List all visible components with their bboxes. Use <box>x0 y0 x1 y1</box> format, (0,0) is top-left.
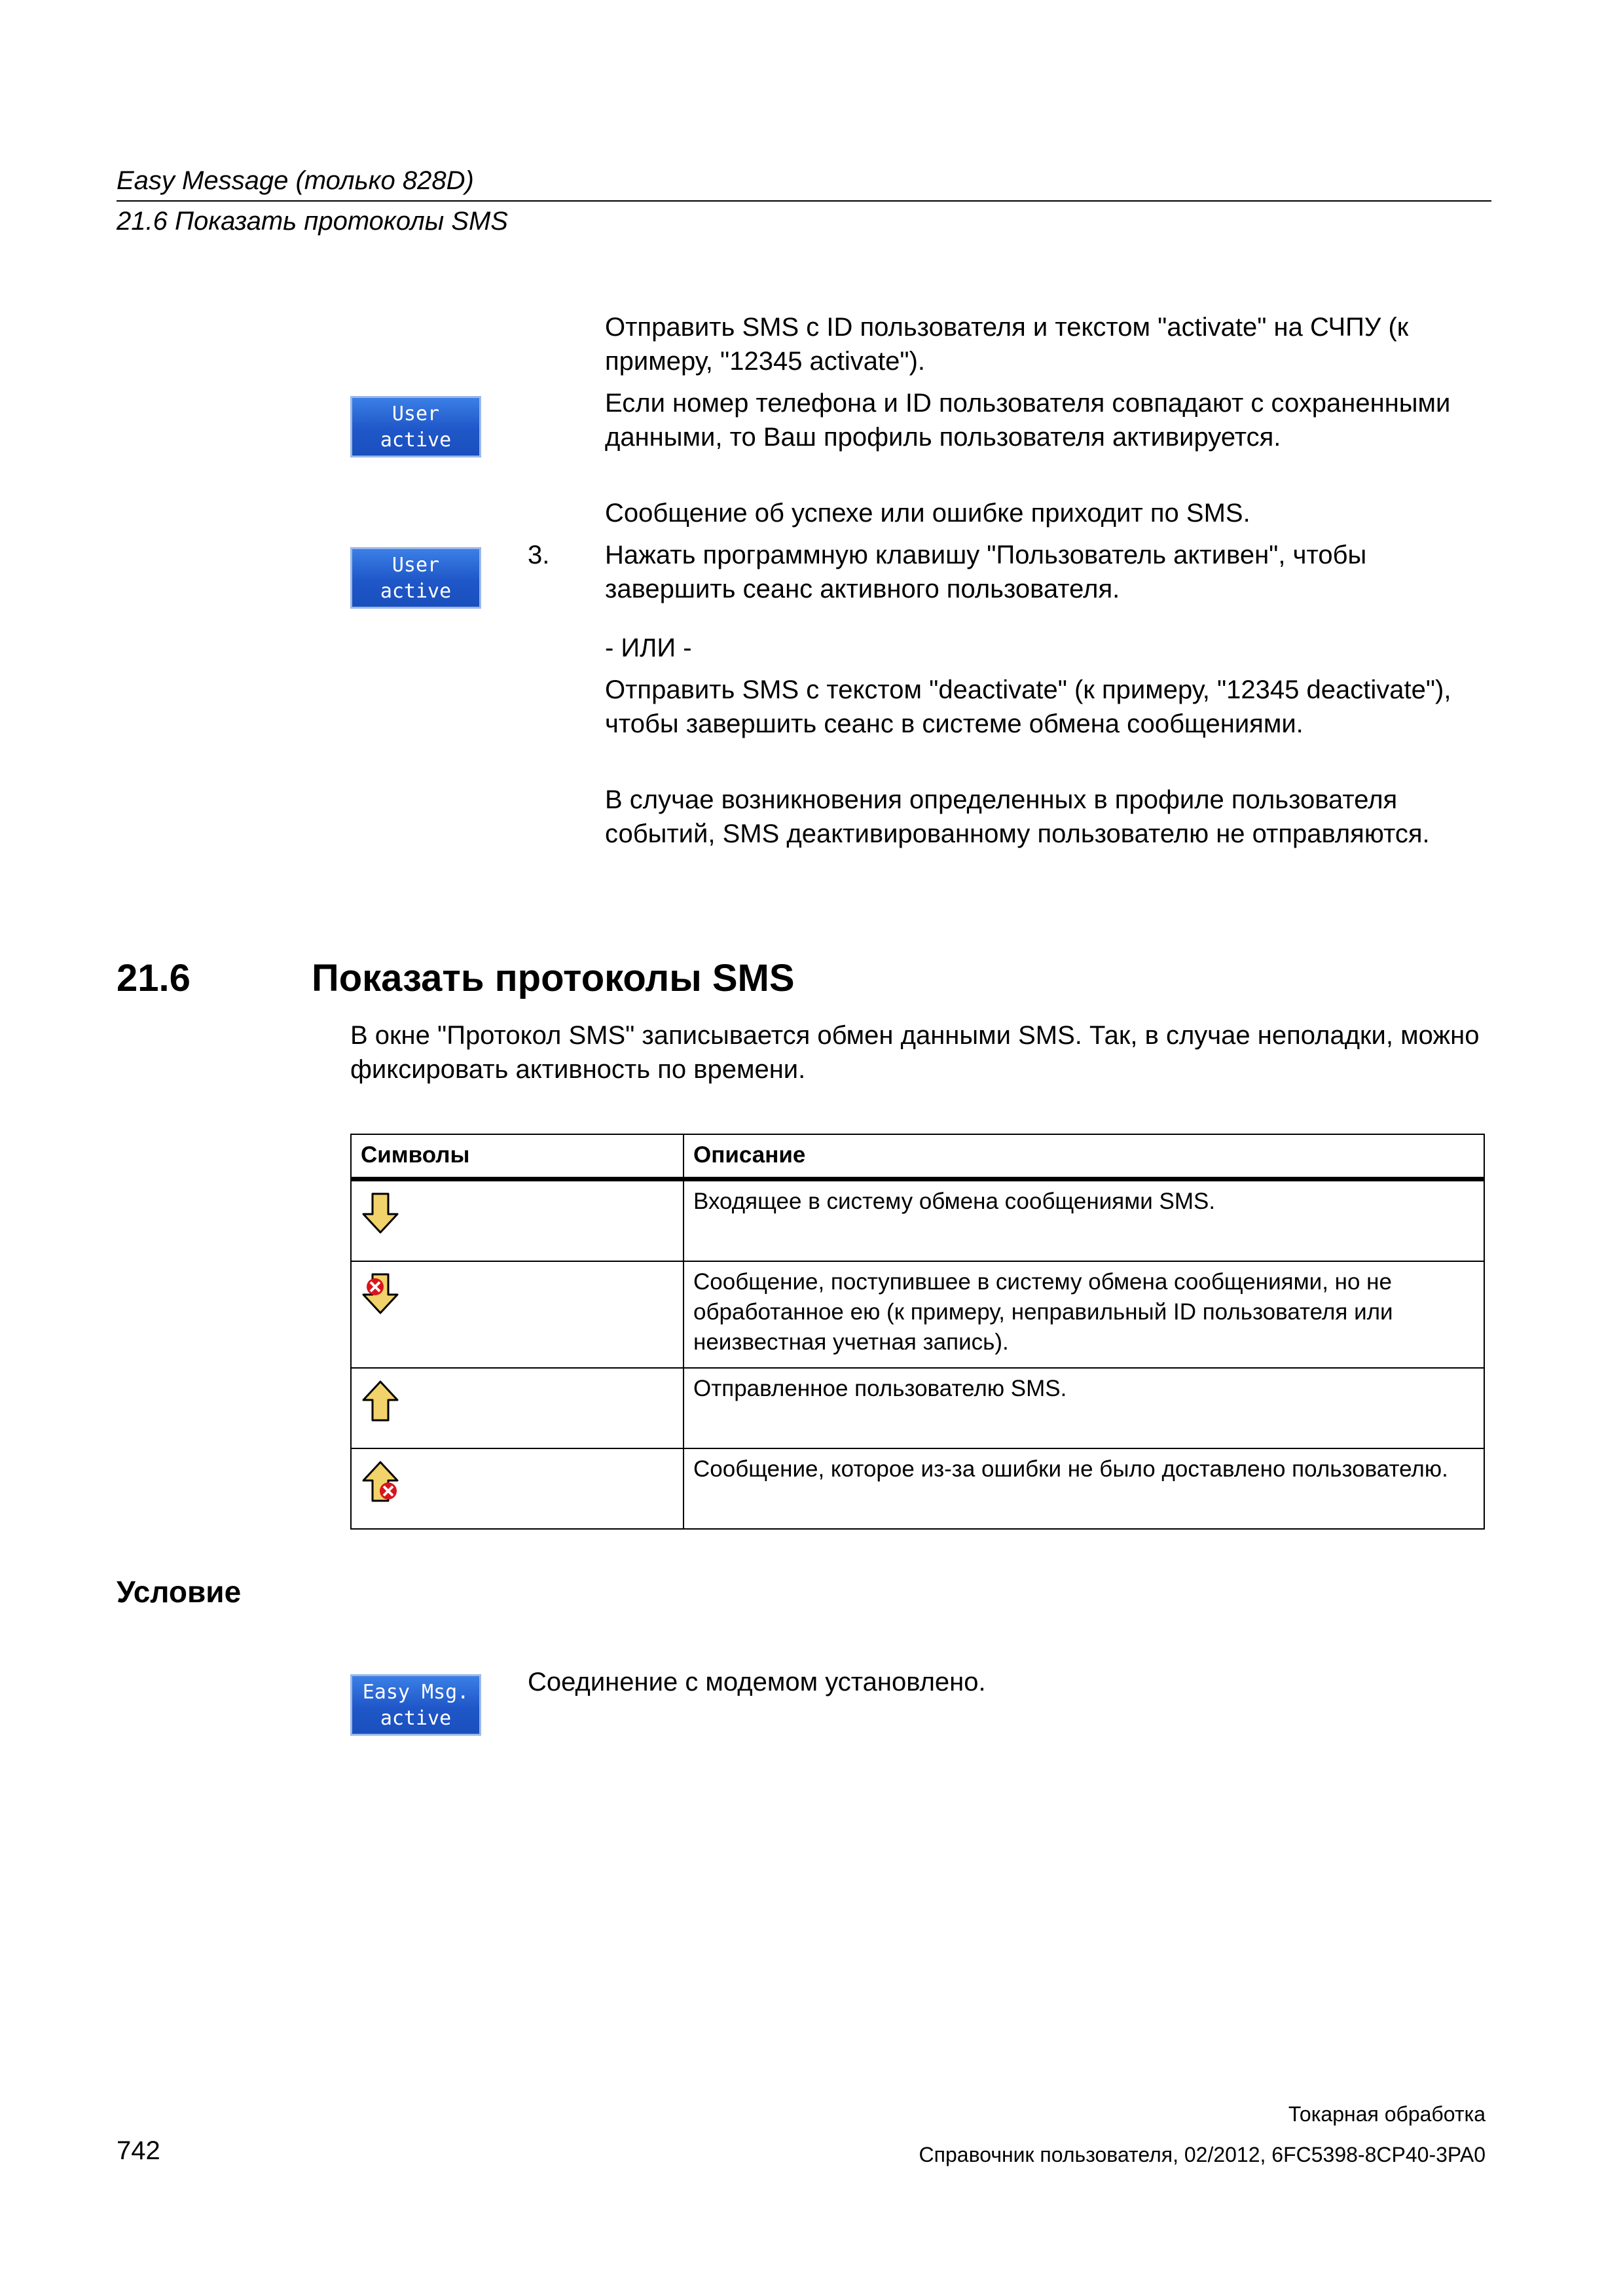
column-header-description: Описание <box>684 1134 1484 1179</box>
condition-heading: Условие <box>117 1575 242 1609</box>
row-description: Отправленное пользователю SMS. <box>684 1368 1484 1448</box>
user-active-softkey[interactable] <box>350 396 481 457</box>
condition-text: Соединение с модемом установлено. <box>528 1668 986 1696</box>
softkey-label-line1: User <box>392 554 440 577</box>
instruction-send-activate: Отправить SMS с ID пользователя и текстом "activate" на СЧПУ (к примеру, "12345 activate"). <box>605 313 1409 376</box>
section-title: Показать протоколы SMS <box>312 957 795 999</box>
instruction-deactivated-note: В случае возникновения определенных в профиле пользователя событий, SMS деактивированному пользователю не отправляются. <box>605 785 1430 848</box>
softkey-label-line1: User <box>392 403 440 425</box>
arrow-down-error-icon <box>361 1272 400 1316</box>
easy-msg-active-softkey[interactable] <box>350 1674 481 1736</box>
running-header-section: 21.6 Показать протоколы SMS <box>117 207 508 236</box>
row-description: Входящее в систему обмена сообщениями SMS. <box>684 1179 1484 1262</box>
instruction-sms-result: Сообщение об успехе или ошибке приходит по SMS. <box>605 499 1250 528</box>
arrow-up-icon <box>361 1379 400 1422</box>
instruction-profile-match: Если номер телефона и ID пользователя совпадают с сохраненными данными, то Ваш профиль пользователя активируется. <box>605 389 1451 452</box>
table-row <box>351 1448 1484 1529</box>
row-description: Сообщение, которое из-за ошибки не было доставлено пользователю. <box>684 1448 1484 1529</box>
page-number: 742 <box>117 2136 160 2165</box>
row-description: Сообщение, поступившее в систему обмена сообщениями, но не обработанное ею (к примеру, неправильный ID пользователя или неизвестная учетная запись). <box>684 1261 1484 1368</box>
running-header-chapter: Easy Message (только 828D) <box>117 166 474 195</box>
instruction-send-deactivate: Отправить SMS с текстом "deactivate" (к примеру, "12345 deactivate"), чтобы завершить сеанс в системе обмена сообщениями. <box>605 675 1451 738</box>
footer-product: Токарная обработка <box>1288 2102 1486 2126</box>
table-header-row <box>351 1134 1484 1179</box>
table-row <box>351 1261 1484 1368</box>
section-number: 21.6 <box>117 957 191 999</box>
softkey-label-line2: active <box>380 429 452 452</box>
step-number: 3. <box>528 541 550 569</box>
table-row <box>351 1179 1484 1262</box>
column-header-symbols: Символы <box>351 1134 684 1179</box>
arrow-up-error-icon <box>361 1460 400 1503</box>
header-rule <box>117 200 1491 202</box>
arrow-down-icon <box>361 1192 400 1235</box>
section-intro: В окне "Протокол SMS" записывается обмен данными SMS. Так, в случае неполадки, можно фиксировать активность по времени. <box>350 1021 1480 1084</box>
user-active-softkey-2[interactable] <box>350 547 481 609</box>
symbols-table <box>350 1134 1485 1530</box>
softkey-label-line2: active <box>380 1707 452 1730</box>
instruction-press-softkey: Нажать программную клавишу "Пользователь активен", чтобы завершить сеанс активного пользователя. <box>605 541 1367 603</box>
softkey-label-line1: Easy Msg. <box>362 1681 469 1704</box>
softkey-label-line2: active <box>380 580 452 603</box>
footer-manual-info: Справочник пользователя, 02/2012, 6FC5398-8CP40-3PA0 <box>919 2143 1486 2166</box>
table-row <box>351 1368 1484 1448</box>
or-separator: - ИЛИ - <box>605 634 692 662</box>
